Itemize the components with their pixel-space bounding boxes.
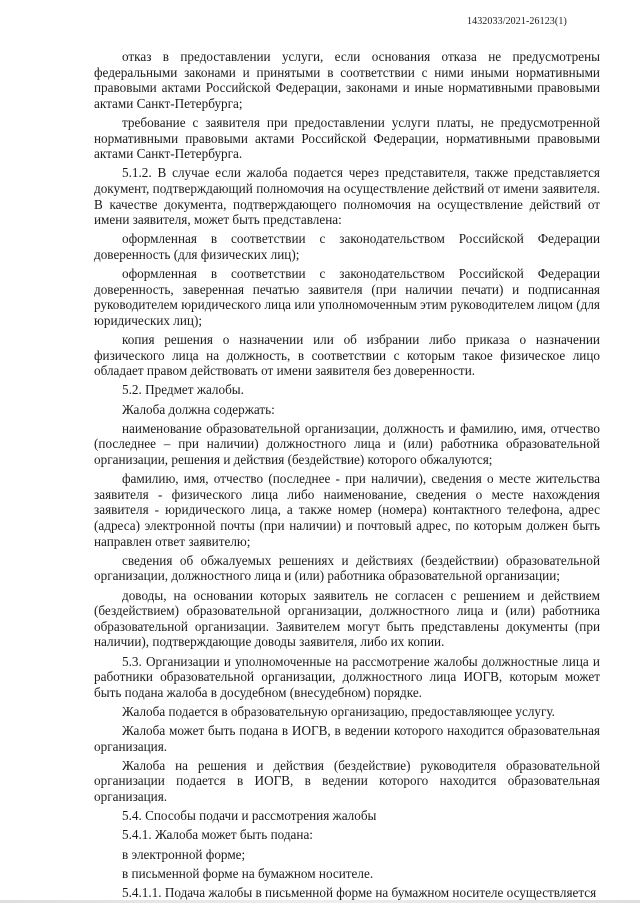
paragraph: оформленная в соответствии с законодательством Российской Федерации доверенность, заверенная печатью заявителя (при наличии печати) и подписанная руководителем юридического лица или уполномоченным этим руководителем лицом (для юридических лиц);: [94, 266, 600, 328]
paragraph: Жалоба на решения и действия (бездействие) руководителя образовательной организации подается в ИОГВ, в ведении которого находится образовательная организация.: [94, 757, 600, 805]
paragraph: Жалоба должна содержать:: [122, 401, 275, 417]
paragraph: доводы, на основании которых заявитель не согласен с решением и действием (бездействием) образовательной организации, должностного лица и (или) работника образовательной организации. Заявителем могут быть представлены документы (при наличии), подтверждающие доводы заявителя, либо их копии.: [94, 587, 600, 650]
document-number: 1432033/2021-26123(1): [467, 16, 567, 27]
paragraph: 5.1.2. В случае если жалоба подается через представителя, также представляется документ, подтверждающий полномочия на осуществление действий от имени заявителя. В качестве документа, подтверждающего полномочия на осуществление действий от имени заявителя, может быть представлена:: [94, 165, 600, 228]
paragraph: Жалоба подается в образовательную организацию, предоставляющее услугу.: [122, 703, 555, 719]
paragraph: 5.3. Организации и уполномоченные на рассмотрение жалобы должностные лица и работники образовательной организации, должностного лица ИОГВ, которым может быть подана жалоба в досудебном (внесудебном) порядке.: [94, 653, 600, 700]
section-heading: 5.4. Способы подачи и рассмотрения жалобы: [122, 808, 377, 824]
paragraph: фамилию, имя, отчество (последнее - при наличии), сведения о месте жительства заявителя - физического лица либо наименование, сведения о месте нахождения заявителя - юридического лица, а также номер (номера) контактного телефона, адрес (адреса) электронной почты (при наличии) и почтовый адрес, по которым должен быть направлен ответ заявителю;: [94, 471, 600, 549]
paragraph: копия решения о назначении или об избрании либо приказа о назначении физического лица на должность, в соответствии с которым такое физическое лицо обладает правом действовать от имени заявителя без доверенности.: [94, 332, 600, 379]
document-body: [94, 49, 600, 904]
paragraph: 5.4.1.1. Подача жалобы в письменной форме на бумажном носителе осуществляется: [122, 884, 597, 900]
paragraph: оформленная в соответствии с законодательством Российской Федерации доверенность (для физических лиц);: [94, 231, 600, 262]
paragraph: сведения об обжалуемых решениях и действиях (бездействии) образовательной организации, должностного лица и (или) работника образовательной организации;: [94, 552, 600, 584]
paragraph: отказ в предоставлении услуги, если основания отказа не предусмотрены федеральными законами и принятыми в соответствии с ними иными нормативными правовыми актами Российской Федерации, законами и иные нормативными правовыми актами Санкт-Петербурга;: [94, 49, 600, 111]
section-heading: 5.2. Предмет жалобы.: [122, 382, 244, 398]
paragraph: в письменной форме на бумажном носителе.: [122, 865, 374, 881]
paragraph: в электронной форме;: [122, 846, 246, 862]
paragraph: требование с заявителя при предоставлении услуги платы, не предусмотренной нормативными правовыми актами Российской Федерации, нормативными правовыми актами Санкт-Петербурга.: [94, 114, 600, 162]
paragraph: Жалоба может быть подана в ИОГВ, в ведении которого находится образовательная организация.: [94, 723, 600, 754]
paragraph: 5.4.1. Жалоба может быть подана:: [122, 827, 313, 843]
paragraph: наименование образовательной организации, должность и фамилию, имя, отчество (последнее – при наличии) должностного лица и (или) работника образовательной организации, решения и действия (бездействие) которого обжалуются;: [94, 420, 600, 467]
scan-edge-line: [0, 900, 640, 903]
